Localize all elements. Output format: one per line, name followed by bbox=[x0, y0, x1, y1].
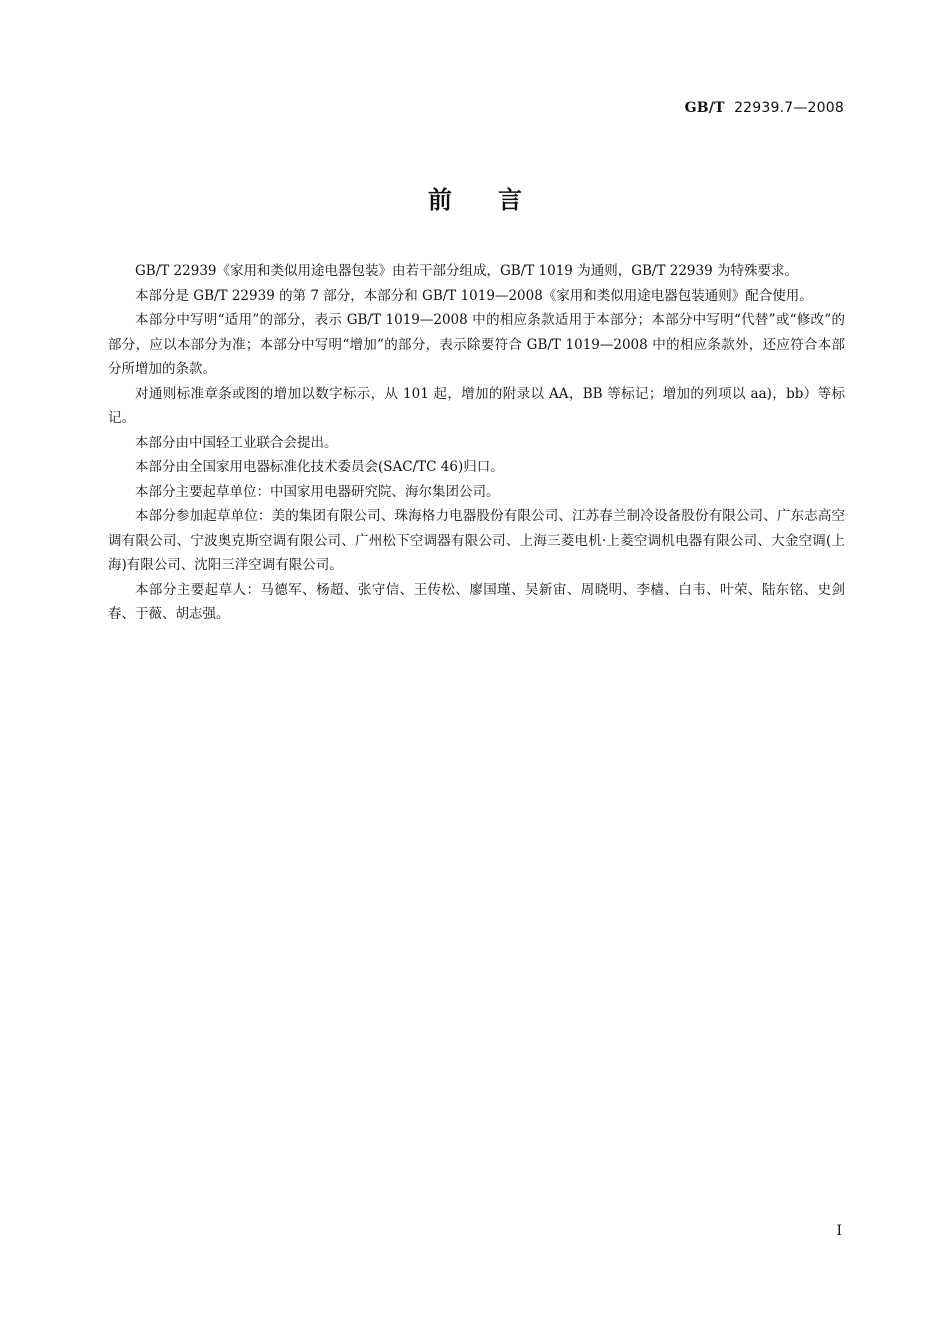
paragraph-2: 本部分是 GB/T 22939 的第 7 部分，本部分和 GB/T 1019—2008《家用和类似用途电器包装通则》配合使用。 bbox=[135, 287, 813, 304]
foreword-body bbox=[108, 259, 845, 627]
paragraph-8: 本部分参加起草单位：美的集团有限公司、珠海格力电器股份有限公司、江苏春兰制冷设备股份有限公司、广东志高空调有限公司、宁波奥克斯空调有限公司、广州松下空调器有限公司、上海三菱电机·上菱空调机电器有限公司、大金空调(上海)有限公司、沈阳三洋空调有限公司。 bbox=[108, 508, 845, 573]
standard-code-prefix: GB/T bbox=[684, 100, 725, 116]
paragraph-9: 本部分主要起草人：马德军、杨超、张守信、王传松、廖国瑾、吴新宙、周晓明、李樯、白韦、叶荣、陆东铭、史剑春、于薇、胡志强。 bbox=[108, 581, 845, 622]
paragraph-1: GB/T 22939《家用和类似用途电器包装》由若干部分组成，GB/T 1019 为通则，GB/T 22939 为特殊要求。 bbox=[135, 263, 798, 279]
paragraph-7: 本部分主要起草单位：中国家用电器研究院、海尔集团公司。 bbox=[135, 483, 500, 500]
page-title: 前言 bbox=[428, 186, 568, 214]
paragraph-6: 本部分由全国家用电器标准化技术委员会(SAC/TC 46)归口。 bbox=[135, 459, 504, 475]
standard-code-number: 22939.7—2008 bbox=[734, 100, 844, 116]
paragraph-5: 本部分由中国轻工业联合会提出。 bbox=[135, 434, 338, 451]
paragraph-4: 对通则标准章条或图的增加以数字标示，从 101 起，增加的附录以 AA，BB 等标记；增加的列项以 aa)，bb）等标记。 bbox=[108, 385, 845, 426]
standard-code bbox=[685, 100, 844, 116]
paragraph-3: 本部分中写明“适用”的部分，表示 GB/T 1019—2008 中的相应条款适用于本部分；本部分中写明“代替”或“修改”的部分，应以本部分为准；本部分中写明“增加”的部分，表示除要符合 GB/T 1019—2008 中的相应条款外，还应符合本部分所增加的条款。 bbox=[108, 312, 845, 377]
page-number: I bbox=[836, 1223, 842, 1239]
